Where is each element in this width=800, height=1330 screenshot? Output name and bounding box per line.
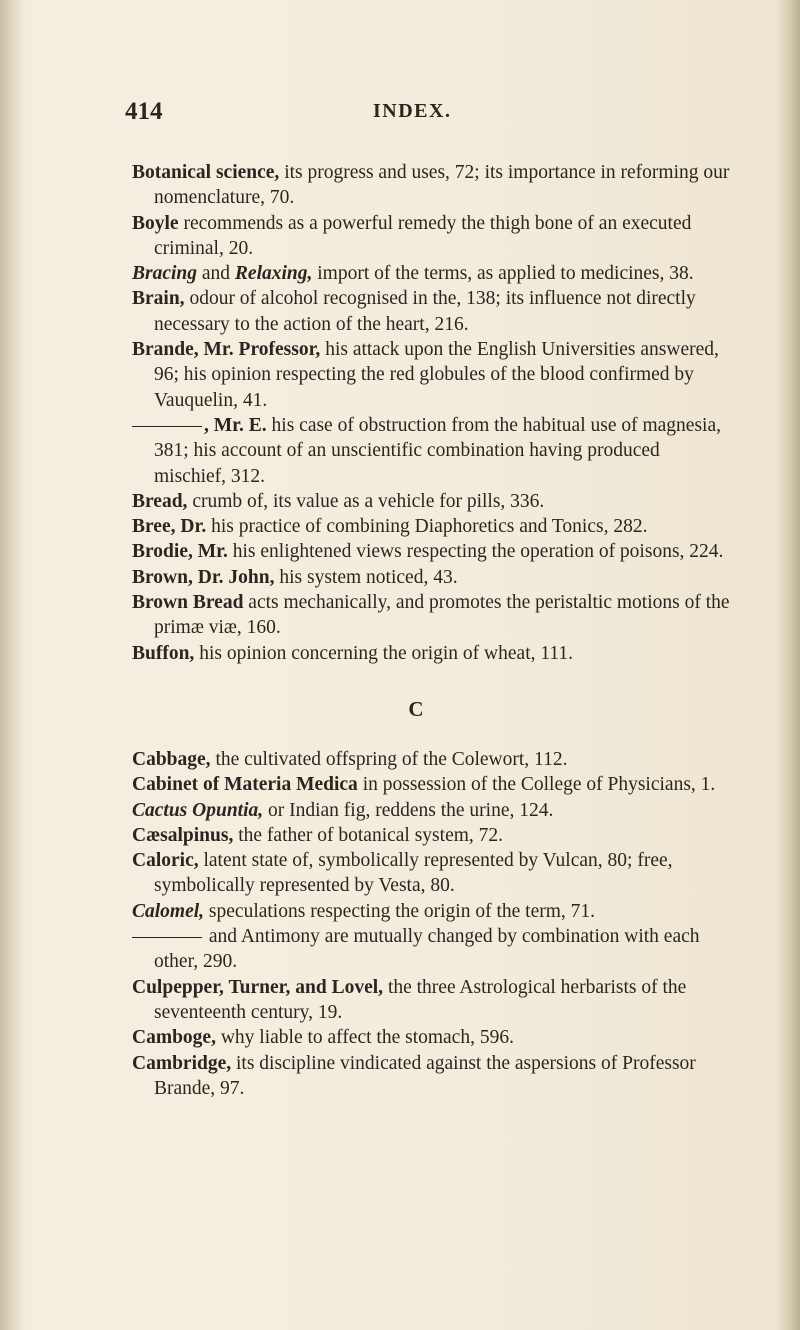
index-entry <box>132 823 732 848</box>
entry-heading: Brande, Mr. Professor, <box>132 339 321 361</box>
entry-text: crumb of, its value as a vehicle for pills, 336. <box>187 490 545 512</box>
ditto-dash <box>132 426 202 427</box>
entry-text: his opinion concerning the origin of wheat, 111. <box>194 642 574 664</box>
entry-heading-italic: Bracing <box>132 263 198 285</box>
entry-text: his enlightened views respecting the operation of poisons, 224. <box>227 541 724 563</box>
index-entry <box>132 489 732 514</box>
index-entry <box>132 514 732 539</box>
entry-text: in possession of the College of Physicians, 1. <box>357 774 716 796</box>
section-letter-c: C <box>408 696 424 721</box>
entry-text: or Indian fig, reddens the urine, 124. <box>263 799 554 821</box>
entry-heading: Cæsalpinus, <box>132 824 234 846</box>
entry-text: his practice of combining Diaphoretics and Tonics, 282. <box>206 516 648 538</box>
index-entry <box>132 539 732 564</box>
index-entry <box>132 590 732 641</box>
index-entries <box>132 160 732 1101</box>
entry-text: the father of botanical system, 72. <box>233 824 504 846</box>
entry-text: odour of alcohol recognised in the, 138; its influence not directly necessary to the action of the heart, 216. <box>154 288 696 335</box>
index-entry <box>132 1051 732 1102</box>
entry-text: its discipline vindicated against the aspersions of Professor Brande, 97. <box>154 1052 696 1099</box>
index-entry <box>132 160 732 211</box>
index-entry <box>132 924 732 975</box>
entry-heading: Brain, <box>132 288 185 310</box>
index-entry <box>132 641 732 666</box>
entry-text: its progress and uses, 72; its importance in reforming our nomenclature, 70. <box>154 162 730 209</box>
index-entry <box>132 413 732 489</box>
index-entry <box>132 286 732 337</box>
index-section-b <box>132 160 732 666</box>
index-entry <box>132 975 732 1026</box>
page-number: 414 <box>125 98 163 125</box>
entry-heading: Boyle <box>132 212 179 234</box>
entry-text: the cultivated offspring of the Colewort, 112. <box>210 748 568 770</box>
entry-heading: Bread, <box>132 490 188 512</box>
index-entry <box>132 211 732 262</box>
ditto-dash <box>132 937 202 938</box>
entry-heading: Buffon, <box>132 642 195 664</box>
entry-heading: Caloric, <box>132 850 199 872</box>
entry-heading-italic: Calomel, <box>132 900 205 922</box>
entry-text: his system noticed, 43. <box>274 566 458 588</box>
running-head: INDEX. <box>373 100 452 122</box>
entry-heading: Brown Bread <box>132 592 244 614</box>
entry-heading: Cabbage, <box>132 748 211 770</box>
entry-text: acts mechanically, and promotes the peristaltic motions of the primæ viæ, 160. <box>154 592 730 639</box>
page-binding-shadow <box>0 0 22 1330</box>
entry-heading-italic: Relaxing, <box>234 263 313 285</box>
entry-connector: and <box>197 263 235 285</box>
index-entry <box>132 1025 732 1050</box>
entry-heading: Brown, Dr. John, <box>132 566 275 588</box>
entry-text: his case of obstruction from the habitual use of magnesia, 381; his account of an unscientific combination having produced mischief, 312. <box>154 414 721 487</box>
entry-heading: Brodie, Mr. <box>132 541 228 563</box>
entry-text: his attack upon the English Universities answered, 96; his opinion respecting the red globules of the blood confirmed by Vauquelin, 41. <box>154 339 719 411</box>
entry-text: recommends as a powerful remedy the thigh bone of an executed criminal, 20. <box>154 212 692 259</box>
entry-text: import of the terms, as applied to medicines, 38. <box>312 263 694 285</box>
index-section-c <box>132 747 732 1101</box>
entry-text: the three Astrological herbarists of the seventeenth century, 19. <box>154 976 687 1023</box>
entry-heading: Camboge, <box>132 1027 216 1049</box>
index-entry <box>132 261 732 286</box>
index-entry <box>132 848 732 899</box>
index-entry <box>132 337 732 413</box>
index-entry <box>132 772 732 797</box>
entry-heading: Culpepper, Turner, and Lovel, <box>132 976 384 998</box>
entry-text: why liable to affect the stomach, 596. <box>215 1027 514 1049</box>
index-entry <box>132 899 732 924</box>
entry-heading: Botanical science, <box>132 162 280 183</box>
index-entry <box>132 798 732 823</box>
entry-heading: Cambridge, <box>132 1052 232 1074</box>
entry-heading: , Mr. E. <box>204 414 267 436</box>
page-header <box>125 98 745 138</box>
entry-text: and Antimony are mutually changed by combination with each other, 290. <box>154 926 700 973</box>
index-entry <box>132 565 732 590</box>
entry-heading: Bree, Dr. <box>132 516 207 538</box>
page-edge-shadow <box>774 0 800 1330</box>
entry-text: latent state of, symbolically represented by Vulcan, 80; free, symbolically represented by Vesta, 80. <box>154 850 673 897</box>
entry-text: speculations respecting the origin of the term, 71. <box>204 900 596 922</box>
index-entry <box>132 747 732 772</box>
entry-heading: Cabinet of Materia Medica <box>132 774 358 796</box>
entry-heading-italic: Cactus Opuntia, <box>132 799 264 821</box>
